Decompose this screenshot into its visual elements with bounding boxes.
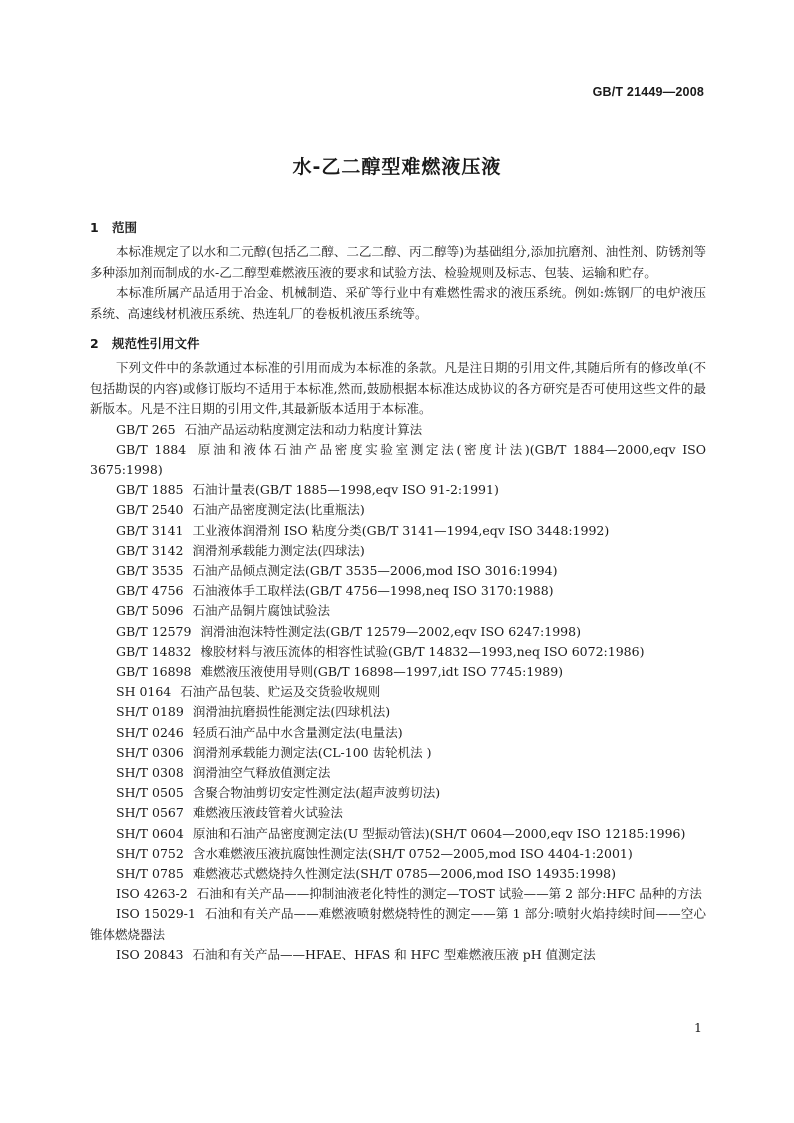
reference-list	[90, 420, 706, 965]
reference-title: 润滑剂承载能力测定法(CL-100 齿轮机法 )	[192, 744, 432, 760]
standard-code: GB/T 21449—2008	[592, 85, 704, 99]
reference-code: GB/T 1885	[116, 482, 184, 498]
reference-title: 石油产品倾点测定法(GB/T 3535—2006,mod ISO 3016:1994)	[192, 562, 558, 578]
section-scope	[90, 217, 706, 324]
reference-code: GB/T 14832	[116, 643, 192, 659]
reference-item	[90, 521, 706, 541]
reference-item	[90, 420, 706, 440]
reference-code: GB/T 12579	[116, 623, 192, 639]
reference-item	[90, 642, 706, 662]
reference-item	[90, 723, 706, 743]
section-heading	[90, 333, 706, 354]
reference-item	[90, 743, 706, 763]
reference-code: GB/T 265	[116, 421, 176, 437]
reference-title: 难燃液压液歧管着火试验法	[192, 805, 343, 821]
section-heading	[90, 217, 706, 238]
reference-item	[90, 662, 706, 682]
reference-title: 工业液体润滑剂 ISO 粘度分类(GB/T 3141—1994,eqv ISO 3448:1992)	[192, 522, 610, 538]
reference-code: SH/T 0567	[116, 805, 184, 821]
reference-item	[90, 622, 706, 642]
reference-item	[90, 783, 706, 803]
reference-title: 橡胶材料与液压流体的相容性试验(GB/T 14832—1993,neq ISO 6072:1986)	[200, 643, 645, 659]
reference-item	[90, 803, 706, 823]
reference-title: 石油计量表(GB/T 1885—1998,eqv ISO 91-2:1991)	[192, 482, 499, 498]
reference-code: GB/T 16898	[116, 663, 192, 679]
reference-title: 原油和石油产品密度测定法(U 型振动管法)(SH/T 0604—2000,eqv ISO 12185:1996)	[192, 825, 686, 841]
reference-item	[90, 682, 706, 702]
reference-code: SH/T 0306	[116, 744, 184, 760]
reference-code: ISO 20843	[116, 946, 184, 962]
reference-item	[90, 763, 706, 783]
reference-item	[90, 945, 706, 965]
reference-code: SH/T 0246	[116, 724, 184, 740]
reference-title: 石油和有关产品——难燃液喷射燃烧特性的测定——第 1 部分:喷射火焰持续时间——空心锥体燃烧器法	[90, 906, 706, 942]
reference-item	[90, 904, 706, 944]
page-number: 1	[694, 1020, 702, 1035]
reference-code: SH/T 0752	[116, 845, 184, 861]
reference-code: SH/T 0308	[116, 764, 184, 780]
reference-item	[90, 864, 706, 884]
reference-title: 润滑油空气释放值测定法	[192, 764, 331, 780]
reference-item	[90, 541, 706, 561]
reference-title: 含水难燃液压液抗腐蚀性测定法(SH/T 0752—2005,mod ISO 4404-1:2001)	[192, 845, 633, 861]
reference-title: 润滑剂承载能力测定法(四球法)	[192, 542, 365, 558]
reference-title: 原油和液体石油产品密度实验室测定法(密度计法)(GB/T 1884—2000,eqv ISO 3675:1998)	[90, 441, 706, 477]
reference-item	[90, 500, 706, 520]
reference-title: 润滑油抗磨损性能测定法(四球机法)	[192, 704, 391, 720]
reference-code: GB/T 2540	[116, 502, 184, 518]
reference-item	[90, 581, 706, 601]
reference-title: 石油产品包装、贮运及交货验收规则	[180, 684, 381, 700]
reference-code: GB/T 3535	[116, 562, 184, 578]
reference-item	[90, 561, 706, 581]
reference-title: 石油和有关产品——抑制油液老化特性的测定—TOST 试验——第 2 部分:HFC 品种的方法	[196, 886, 702, 902]
section-title: 范围	[112, 220, 138, 235]
document-body	[90, 217, 706, 965]
reference-item	[90, 844, 706, 864]
reference-code: GB/T 4756	[116, 583, 184, 599]
reference-title: 石油产品密度测定法(比重瓶法)	[192, 502, 365, 518]
reference-title: 轻质石油产品中水含量测定法(电量法)	[192, 724, 403, 740]
reference-item	[90, 480, 706, 500]
reference-code: ISO 4263-2	[116, 886, 188, 902]
document-title: 水-乙二醇型难燃液压液	[292, 156, 502, 178]
reference-code: GB/T 1884	[116, 441, 187, 457]
reference-code: ISO 15029-1	[116, 906, 196, 922]
section-normative-references	[90, 333, 706, 965]
reference-item	[90, 884, 706, 904]
section-number: 1	[90, 220, 99, 235]
reference-code: SH/T 0505	[116, 785, 184, 801]
reference-title: 石油产品运动粘度测定法和动力粘度计算法	[184, 421, 423, 437]
reference-title: 石油液体手工取样法(GB/T 4756—1998,neq ISO 3170:1988)	[192, 583, 554, 599]
reference-code: GB/T 3141	[116, 522, 184, 538]
reference-item	[90, 601, 706, 621]
reference-title: 润滑油泡沫特性测定法(GB/T 12579—2002,eqv ISO 6247:1998)	[200, 623, 581, 639]
paragraph: 本标准所属产品适用于冶金、机械制造、采矿等行业中有难燃性需求的液压系统。例如:炼钢厂的电炉液压系统、高速线材机液压系统、热连轧厂的卷板机液压系统等。	[90, 285, 706, 321]
reference-item	[90, 440, 706, 480]
section-title: 规范性引用文件	[112, 336, 200, 351]
reference-item	[90, 702, 706, 722]
section-number: 2	[90, 336, 99, 351]
reference-code: GB/T 5096	[116, 603, 184, 619]
reference-title: 含聚合物油剪切安定性测定法(超声波剪切法)	[192, 785, 441, 801]
paragraph: 下列文件中的条款通过本标准的引用而成为本标准的条款。凡是注日期的引用文件,其随后所有的修改单(不包括勘误的内容)或修订版均不适用于本标准,然而,鼓励根据本标准达成协议的各方研究是否可使用这些文件的最新版本。凡是不注日期的引用文件,其最新版本适用于本标准。	[90, 360, 706, 416]
reference-title: 难燃液芯式燃烧持久性测定法(SH/T 0785—2006,mod ISO 14935:1998)	[192, 865, 617, 881]
reference-title: 难燃液压液使用导则(GB/T 16898—1997,idt ISO 7745:1989)	[200, 663, 564, 679]
reference-code: GB/T 3142	[116, 542, 184, 558]
reference-code: SH/T 0785	[116, 865, 184, 881]
reference-code: SH 0164	[116, 684, 172, 700]
reference-code: SH/T 0189	[116, 704, 184, 720]
reference-code: SH/T 0604	[116, 825, 184, 841]
reference-title: 石油产品铜片腐蚀试验法	[192, 603, 331, 619]
reference-item	[90, 824, 706, 844]
reference-title: 石油和有关产品——HFAE、HFAS 和 HFC 型难燃液压液 pH 值测定法	[192, 946, 596, 962]
paragraph: 本标准规定了以水和二元醇(包括乙二醇、二乙二醇、丙二醇等)为基础组分,添加抗磨剂、油性剂、防锈剂等多种添加剂而制成的水-乙二醇型难燃液压液的要求和试验方法、检验规则及标志、包装、运输和贮存。	[90, 244, 706, 280]
